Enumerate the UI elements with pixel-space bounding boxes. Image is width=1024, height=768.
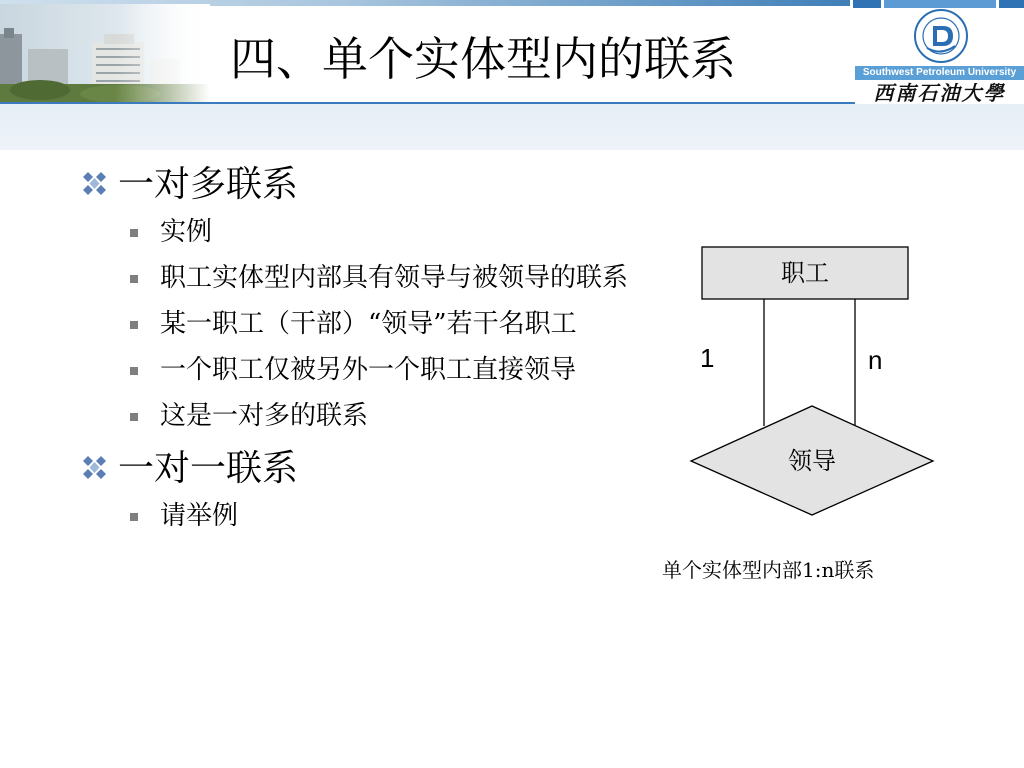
university-chinese-name: 西南石油大學 xyxy=(873,81,1006,105)
university-english-name: Southwest Petroleum University xyxy=(855,66,1024,80)
cardinality-one-label: 1 xyxy=(700,343,715,373)
university-logo xyxy=(855,8,1024,104)
er-diagram xyxy=(660,240,960,530)
header-band xyxy=(0,104,1024,150)
outline-item-text: 一个职工仅被另外一个职工直接领导 xyxy=(160,355,577,385)
outline-item xyxy=(78,352,648,388)
outline-item-text: 请举例 xyxy=(160,501,239,531)
outline-heading-text: 一对多联系 xyxy=(118,164,299,205)
campus-photo xyxy=(0,4,210,104)
square-bullet-icon xyxy=(130,229,138,237)
slide-title: 四、单个实体型内的联系 xyxy=(230,32,736,86)
content-outline xyxy=(78,160,648,544)
relationship-label: 领导 xyxy=(788,447,836,475)
diamond-bullet-icon xyxy=(78,170,112,200)
outline-item xyxy=(78,260,648,296)
outline-item xyxy=(78,398,648,434)
diamond-bullet-icon xyxy=(78,454,112,484)
outline-item-text: 某一职工（干部）“领导”若干名职工 xyxy=(160,309,577,339)
square-bullet-icon xyxy=(130,367,138,375)
outline-item xyxy=(78,306,648,342)
outline-item-text: 实例 xyxy=(160,217,213,247)
outline-item xyxy=(78,498,648,534)
outline-heading-text: 一对一联系 xyxy=(118,448,299,489)
square-bullet-icon xyxy=(130,413,138,421)
square-bullet-icon xyxy=(130,321,138,329)
outline-item-text: 这是一对多的联系 xyxy=(160,401,369,431)
square-bullet-icon xyxy=(130,513,138,521)
cardinality-many-label: n xyxy=(868,345,883,375)
outline-heading xyxy=(78,160,648,210)
outline-heading xyxy=(78,444,648,494)
diagram-caption: 单个实体型内部1:n联系 xyxy=(662,558,875,582)
outline-item xyxy=(78,214,648,250)
outline-item-text: 职工实体型内部具有领导与被领导的联系 xyxy=(160,263,629,293)
square-bullet-icon xyxy=(130,275,138,283)
university-seal-icon xyxy=(913,8,969,64)
entity-label: 职工 xyxy=(781,259,829,287)
